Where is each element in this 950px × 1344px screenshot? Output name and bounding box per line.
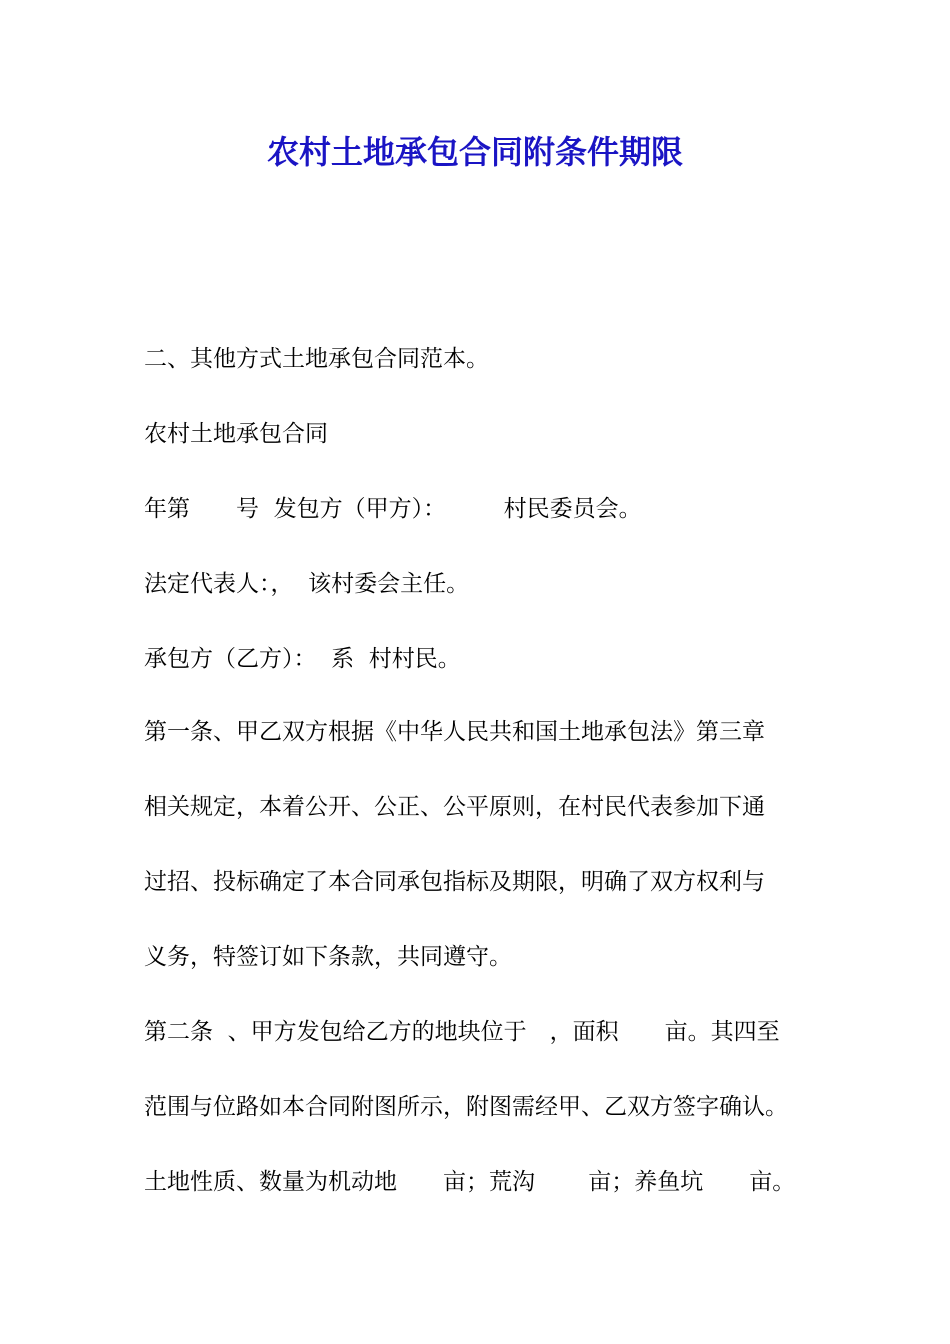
paragraph-line: 第一条、甲乙双方根据《中华人民共和国土地承包法》第三章 <box>144 719 765 745</box>
paragraph-line: 承包方（乙方）： 系 村村民。 <box>144 646 461 672</box>
paragraph-line: 范围与位路如本合同附图所示，附图需经甲、乙双方签字确认。 <box>144 1094 788 1120</box>
paragraph-line: 第二条 、甲方发包给乙方的地块位于 ，面积 亩。其四至 <box>144 1019 780 1045</box>
paragraph-line: 法定代表人：， 该村委会主任。 <box>144 571 470 597</box>
paragraph-line: 过招、投标确定了本合同承包指标及期限，明确了双方权利与 <box>144 869 765 895</box>
paragraph-line: 土地性质、数量为机动地 亩；荒沟 亩；养鱼坑 亩。 <box>144 1169 796 1195</box>
paragraph-line: 义务，特签订如下条款，共同遵守。 <box>144 944 512 970</box>
paragraph-line: 二、其他方式土地承包合同范本。 <box>144 346 489 372</box>
document-title: 农村土地承包合同附条件期限 <box>266 133 683 171</box>
paragraph-line: 农村土地承包合同 <box>144 421 328 447</box>
paragraph-line: 相关规定，本着公开、公正、公平原则，在村民代表参加下通 <box>144 794 765 820</box>
paragraph-line: 年第 号 发包方（甲方）： 村民委员会。 <box>144 496 642 522</box>
